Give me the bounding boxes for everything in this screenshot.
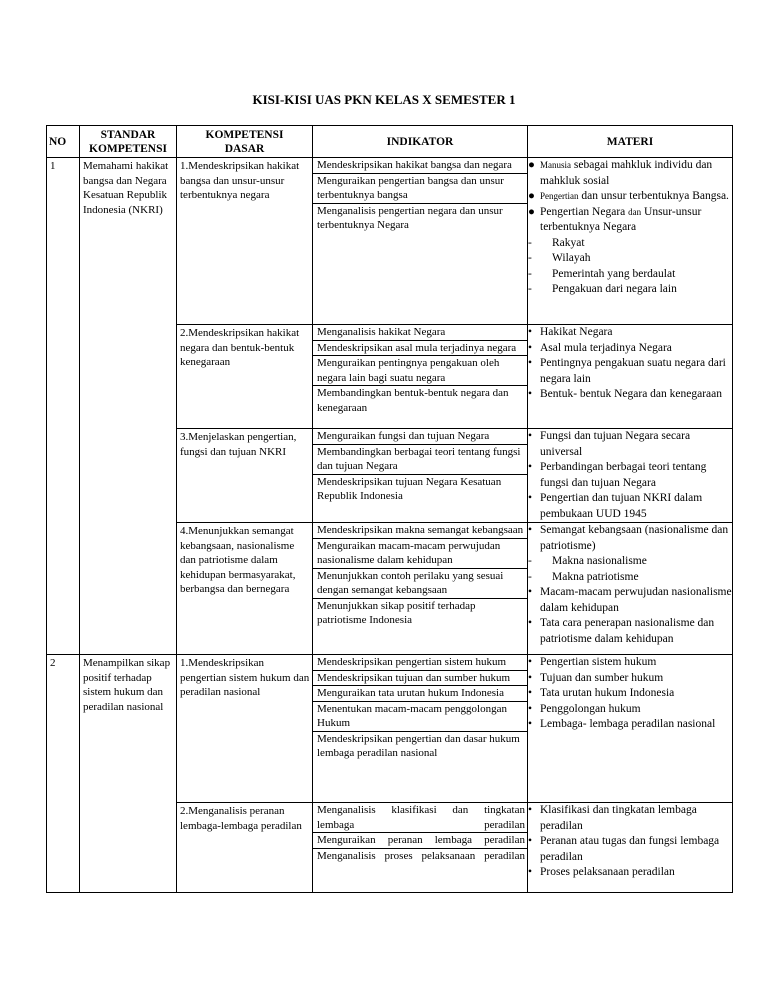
materi-cell xyxy=(528,523,733,655)
row-number: 1 xyxy=(47,158,80,655)
indikator-item: Mendeskripsikan tujuan dan sumber hukum xyxy=(313,671,527,687)
materi-item: • Semangat kebangsaan (nasionalisme dan patriotisme) xyxy=(528,524,729,552)
indikator-item: Membandingkan bentuk-bentuk negara dan kenegaraan xyxy=(317,387,509,414)
kompetensi-dasar-cell: 2.Menganalisis peranan lembaga-lembaga peradilan xyxy=(177,803,313,893)
dash-icon: - xyxy=(528,252,532,264)
indikator-item: Menganalisis hakikat Negara xyxy=(313,325,527,341)
kompetensi-dasar-cell: 4.Menunjukkan semangat kebangsaan, nasionalisme dan patriotisme dalam kehidupan bermasyarakat, berbangsa dan bernegara xyxy=(177,523,313,655)
bullet-icon: • xyxy=(528,835,533,847)
row-number: 2 xyxy=(47,655,80,893)
indikator-item: Mendeskripsikan pengertian dan dasar hukum lembaga peradilan nasional xyxy=(317,732,520,759)
bullet-icon: ● xyxy=(528,159,535,171)
bullet-icon: • xyxy=(528,866,533,878)
materi-item: • Bentuk- bentuk Negara dan kenegaraan xyxy=(528,387,732,403)
indikator-item: Menguraikan pentingnya pengakuan oleh negara lain bagi suatu negara xyxy=(313,356,527,386)
materi-subitem: - Rakyat xyxy=(528,236,732,252)
kompetensi-dasar-cell: 3.Menjelaskan pengertian, fungsi dan tujuan NKRI xyxy=(177,429,313,523)
materi-item: • Macam-macam perwujudan nasionalisme dalam kehidupan xyxy=(528,586,732,614)
materi-item: • Peranan atau tugas dan fungsi lembaga peradilan xyxy=(528,835,720,863)
indikator-item: Menentukan macam-macam penggolongan Hukum xyxy=(313,702,527,732)
materi-item: • Penggolongan hukum xyxy=(528,702,732,718)
kompetensi-dasar-cell: 1.Mendeskripsikan hakikat bangsa dan unsur-unsur terbentuknya negara xyxy=(177,158,313,325)
header-standar-kompetensi: STANDAR KOMPETENSI xyxy=(80,126,177,158)
indikator-item: Mendeskripsikan pengertian sistem hukum xyxy=(313,655,527,671)
bullet-icon: • xyxy=(528,492,533,504)
materi-item: • Pentingnya pengakuan suatu negara dari negara lain xyxy=(528,357,726,385)
materi-subitem: - Makna patriotisme xyxy=(528,570,732,586)
indikator-item: Menguraikan fungsi dan tujuan Negara xyxy=(313,429,527,445)
bullet-icon: ● xyxy=(528,205,535,218)
materi-item: • Tata urutan hukum Indonesia xyxy=(528,686,732,702)
materi-item: • Pengertian dan tujuan NKRI dalam pembukaan UUD 1945 xyxy=(528,492,703,520)
table-row xyxy=(47,158,733,325)
indikator-item: Menguraikan macam-macam perwujudan nasionalisme dalam kehidupan xyxy=(313,539,527,569)
table-row xyxy=(47,655,733,803)
indikator-cell xyxy=(313,158,528,325)
materi-item: • Klasifikasi dan tingkatan lembaga peradilan xyxy=(528,804,697,832)
dash-icon: - xyxy=(528,283,532,295)
materi-cell xyxy=(528,655,733,803)
materi-cell xyxy=(528,325,733,429)
indikator-cell xyxy=(313,325,528,429)
materi-cell xyxy=(528,158,733,325)
header-no: NO xyxy=(47,126,80,158)
indikator-item: Membandingkan berbagai teori tentang fungsi dan tujuan Negara xyxy=(313,445,527,475)
dash-icon: - xyxy=(528,570,532,583)
indikator-item: Menganalisis proses pelaksanaan peradilan xyxy=(317,849,525,862)
kompetensi-dasar-cell: 2.Mendeskripsikan hakikat negara dan bentuk-bentuk kenegaraan xyxy=(177,325,313,429)
header-materi: MATERI xyxy=(528,126,733,158)
materi-item: ● Manusia sebagai mahkluk individu dan mahkluk sosial xyxy=(528,159,713,187)
bullet-icon: • xyxy=(528,687,533,699)
materi-item: • Tata cara penerapan nasionalisme dan patriotisme dalam kehidupan xyxy=(528,617,715,645)
bullet-icon: • xyxy=(528,388,533,400)
indikator-item: Menunjukkan contoh perilaku yang sesuai dengan semangat kebangsaan xyxy=(313,569,527,599)
materi-cell xyxy=(528,429,733,523)
bullet-icon: • xyxy=(528,617,533,629)
dash-icon: - xyxy=(528,267,532,280)
bullet-icon: • xyxy=(528,671,533,684)
indikator-cell xyxy=(313,523,528,655)
bullet-icon: • xyxy=(528,357,533,369)
bullet-icon: • xyxy=(528,461,533,473)
materi-item: • Lembaga- lembaga peradilan nasional xyxy=(528,717,732,733)
bullet-icon: • xyxy=(528,656,533,668)
bullet-icon: • xyxy=(528,804,533,816)
indikator-cell xyxy=(313,429,528,523)
bullet-icon: • xyxy=(528,326,533,338)
page-title: KISI-KISI UAS PKN KELAS X SEMESTER 1 xyxy=(252,92,516,107)
materi-item: • Proses pelaksanaan peradilan xyxy=(528,865,732,881)
bullet-icon: • xyxy=(528,702,533,715)
indikator-item: Menganalisis klasifikasi dan tingkatan lembaga peradilan xyxy=(313,803,527,833)
indikator-item: Mendeskripsikan asal mula terjadinya negara xyxy=(313,341,527,357)
standar-kompetensi-cell: Menampilkan sikap positif terhadap sistem hukum dan peradilan nasional xyxy=(80,655,177,893)
materi-item: • Hakikat Negara xyxy=(528,325,732,341)
dash-icon: - xyxy=(528,555,532,567)
bullet-icon: • xyxy=(528,586,533,598)
materi-subitem: - Makna nasionalisme xyxy=(528,554,732,570)
dash-icon: - xyxy=(528,236,532,249)
indikator-cell xyxy=(313,655,528,803)
bullet-icon: • xyxy=(528,341,533,354)
indikator-item: Menguraikan peranan lembaga peradilan xyxy=(313,833,527,849)
materi-item: • Tujuan dan sumber hukum xyxy=(528,671,732,687)
materi-item: • Asal mula terjadinya Negara xyxy=(528,341,732,357)
indikator-item: Menguraikan pengertian bangsa dan unsur terbentuknya bangsa xyxy=(313,174,527,204)
materi-item: • Perbandingan berbagai teori tentang fungsi dan tujuan Negara xyxy=(528,461,707,489)
materi-item: ● Pengertian Negara dan Unsur-unsur terbentuknya Negara xyxy=(528,205,702,233)
kompetensi-dasar-cell: 1.Mendeskripsikan pengertian sistem hukum dan peradilan nasional xyxy=(177,655,313,803)
bullet-icon: • xyxy=(528,524,533,536)
materi-item: • Pengertian sistem hukum xyxy=(528,655,732,671)
materi-subitem: - Wilayah xyxy=(528,251,732,267)
indikator-item: Mendeskripsikan makna semangat kebangsaan xyxy=(313,523,527,539)
indikator-item: Menganalisis pengertian negara dan unsur terbentuknya Negara xyxy=(317,204,503,231)
header-indikator: INDIKATOR xyxy=(313,126,528,158)
materi-cell xyxy=(528,803,733,893)
header-row xyxy=(47,126,733,158)
standar-kompetensi-cell: Memahami hakikat bangsa dan Negara Kesatuan Republik Indonesia (NKRI) xyxy=(80,158,177,655)
indikator-item: Menunjukkan sikap positif terhadap patriotisme Indonesia xyxy=(317,599,476,626)
materi-subitem: - Pengakuan dari negara lain xyxy=(528,282,732,298)
materi-subitem: - Pemerintah yang berdaulat xyxy=(528,267,732,283)
bullet-icon: • xyxy=(528,430,533,442)
materi-item: • Fungsi dan tujuan Negara secara universal xyxy=(528,430,691,458)
indikator-cell xyxy=(313,803,528,893)
kisi-kisi-table xyxy=(46,125,733,893)
indikator-item: Mendeskripsikan tujuan Negara Kesatuan Republik Indonesia xyxy=(317,475,502,502)
indikator-item: Menguraikan tata urutan hukum Indonesia xyxy=(313,686,527,702)
materi-item: ● Pengertian dan unsur terbentuknya Bangsa. xyxy=(528,189,732,205)
header-kompetensi-dasar: KOMPETENSI DASAR xyxy=(177,126,313,158)
bullet-icon: ● xyxy=(528,190,535,202)
indikator-item: Mendeskripsikan hakikat bangsa dan negara xyxy=(313,158,527,174)
bullet-icon: • xyxy=(528,718,533,730)
